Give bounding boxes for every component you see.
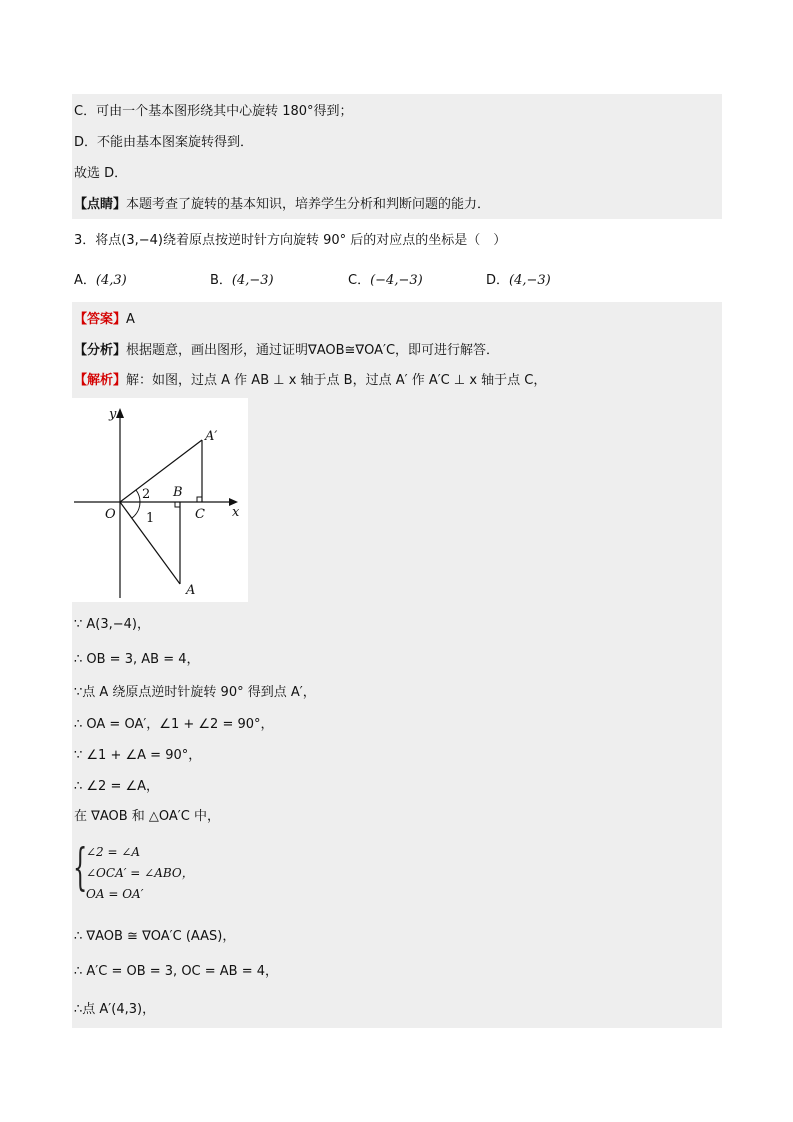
prev-comment — [74, 196, 490, 214]
condition-system — [86, 842, 194, 905]
conclusion-2: ∴ A′C = OB = 3, OC = AB = 4， — [74, 964, 279, 979]
step-4: ∴ OA = OA′，∠1 + ∠2 = 90°， — [74, 717, 274, 732]
option-a — [74, 272, 127, 290]
option-c-label: C． — [348, 273, 371, 288]
label-angle-2: 2 — [142, 487, 151, 502]
analysis-tag: 【分析】 — [74, 343, 127, 358]
label-A: A — [186, 583, 196, 598]
figure-background — [72, 398, 248, 602]
solution-text: 解：如图，过点 A 作 AB ⊥ x 轴于点 B，过点 A′ 作 A′C ⊥ x 轴于点 C， — [126, 373, 547, 388]
option-b — [210, 272, 274, 290]
conclusion-1: ∴ ∇AOB ≅ ∇OA′C (AAS)， — [74, 929, 236, 944]
condition-1: ∠2 = ∠A — [86, 845, 141, 859]
solution-line — [74, 372, 546, 390]
label-angle-1: 1 — [146, 511, 155, 526]
condition-3: OA = OA′ — [86, 887, 144, 901]
option-a-value: (4,3) — [95, 273, 127, 288]
question-text: 3．将点(3,−4)绕着原点按逆时针方向旋转 90° 后的对应点的坐标是（ ） — [74, 233, 507, 248]
prev-choice: 故选 D． — [74, 166, 128, 181]
analysis-line — [74, 342, 499, 360]
step-1: ∵ A(3,−4)， — [74, 617, 151, 632]
option-c-value: (−4,−3) — [370, 273, 423, 288]
prev-option-d: D．不能由基本图案旋转得到． — [74, 135, 254, 150]
step-7: 在 ∇AOB 和 △OA′C 中， — [74, 809, 220, 824]
option-d — [486, 272, 551, 290]
answer-line — [74, 311, 135, 329]
option-b-value: (4,−3) — [231, 273, 274, 288]
label-B: B — [173, 485, 183, 500]
label-y: y — [109, 407, 117, 422]
label-O: O — [105, 507, 116, 522]
condition-2: ∠OCA′ = ∠ABO， — [86, 866, 194, 880]
answer-tag: 【答案】 — [74, 312, 127, 327]
step-6: ∴ ∠2 = ∠A， — [74, 779, 160, 794]
option-c — [348, 272, 423, 290]
comment-text: 本题考查了旋转的基本知识，培养学生分析和判断问题的能力． — [126, 197, 491, 212]
prev-option-c: C．可由一个基本图形绕其中心旋转 180°得到； — [74, 104, 353, 119]
analysis-text: 根据题意，画出图形，通过证明∇AOB≅∇OA′C，即可进行解答． — [126, 343, 500, 358]
option-b-label: B． — [210, 273, 232, 288]
step-5: ∵ ∠1 + ∠A = 90°， — [74, 748, 202, 763]
label-A-prime: A′ — [205, 429, 218, 444]
coordinate-figure — [72, 398, 248, 602]
step-2: ∴ OB = 3, AB = 4， — [74, 652, 200, 667]
label-C: C — [195, 507, 205, 522]
answer-value: A — [126, 312, 135, 327]
label-x: x — [232, 505, 240, 520]
step-3: ∵点 A 绕原点逆时针旋转 90° 得到点 A′， — [74, 685, 316, 700]
conclusion-3: ∴点 A′(4,3)， — [74, 1002, 156, 1017]
option-d-value: (4,−3) — [509, 273, 551, 288]
comment-tag: 【点睛】 — [74, 197, 127, 212]
solution-tag: 【解析】 — [74, 373, 127, 388]
option-d-label: D． — [486, 273, 510, 288]
system-brace: { — [73, 838, 88, 896]
option-a-label: A． — [74, 273, 96, 288]
